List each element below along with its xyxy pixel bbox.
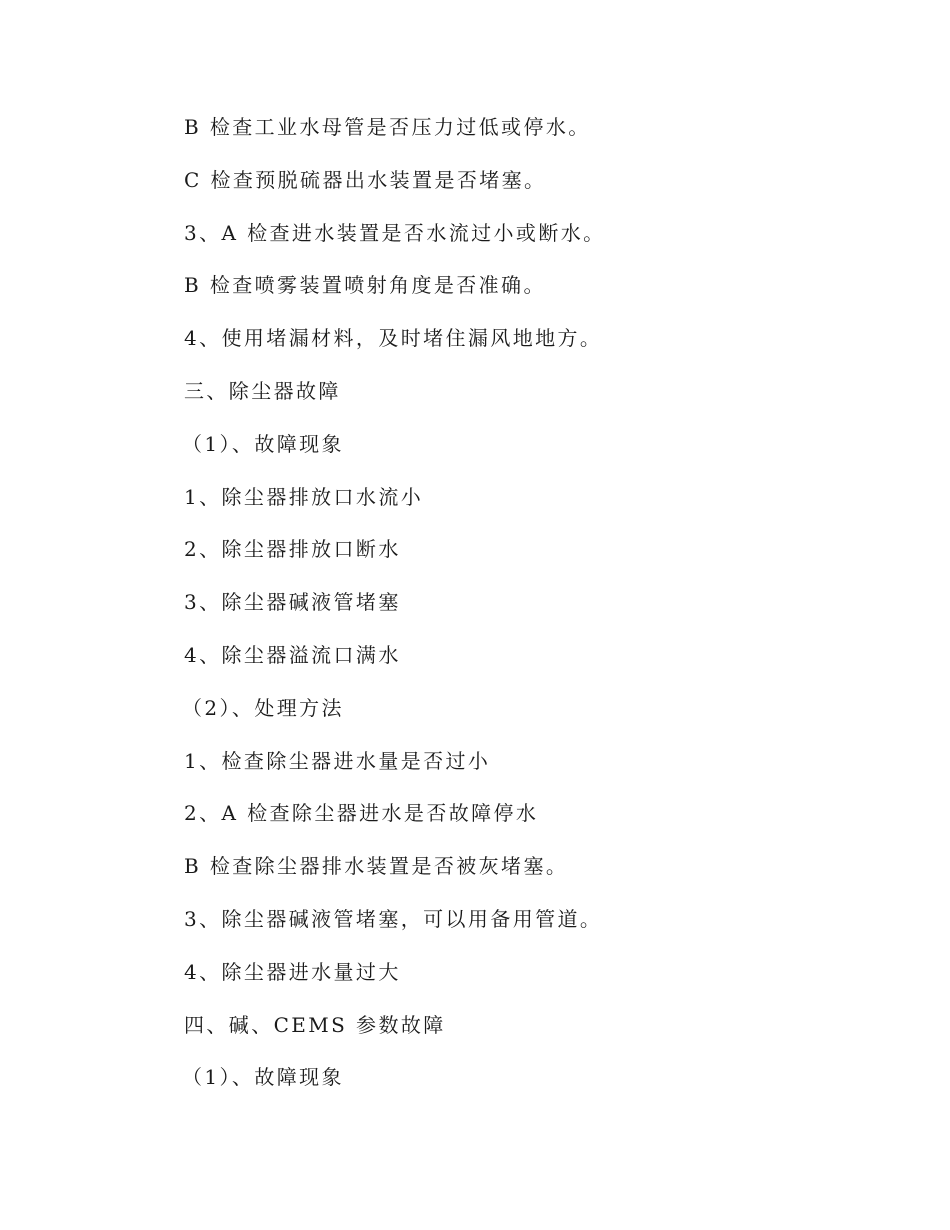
text-line: 1、检查除尘器进水量是否过小 (184, 748, 491, 773)
text-line: 2、除尘器排放口断水 (184, 537, 401, 562)
text-line: 3、A 检查进水装置是否水流过小或断水。 (184, 220, 606, 245)
text-line: 2、A 检查除尘器进水是否故障停水 (184, 801, 539, 826)
text-line: 3、除尘器碱液管堵塞，可以用备用管道。 (184, 906, 603, 931)
text-line: 4、除尘器溢流口满水 (184, 642, 401, 667)
text-line: B 检查工业水母管是否压力过低或停水。 (184, 115, 591, 139)
subsection-heading: （2）、处理方法 (182, 695, 344, 720)
subsection-heading: （1）、故障现象 (182, 431, 344, 456)
text-line: 4、除尘器进水量过大 (184, 959, 401, 984)
section-heading: 四、碱、CEMS 参数故障 (184, 1012, 446, 1037)
text-line: 1、除尘器排放口水流小 (184, 484, 424, 509)
text-line: C 检查预脱硫器出水装置是否堵塞。 (184, 167, 547, 192)
subsection-heading: （1）、故障现象 (182, 1065, 344, 1090)
text-line: 4、使用堵漏材料，及时堵住漏风地地方。 (184, 326, 603, 351)
text-line: B 检查除尘器排水装置是否被灰堵塞。 (184, 854, 569, 879)
text-line: 3、除尘器碱液管堵塞 (184, 590, 401, 615)
document-body (184, 110, 606, 1113)
text-line: B 检查喷雾装置喷射角度是否准确。 (184, 273, 546, 298)
section-heading: 三、除尘器故障 (184, 378, 341, 403)
